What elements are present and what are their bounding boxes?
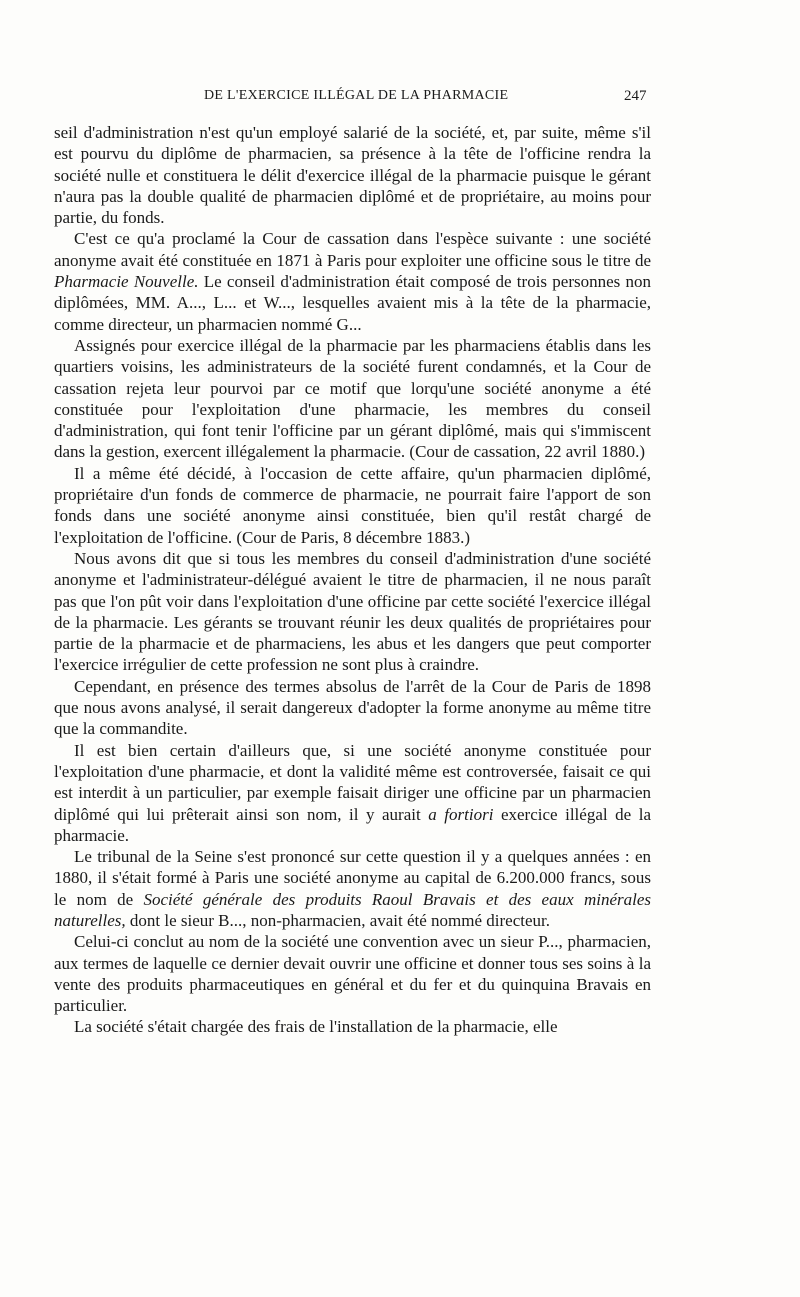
paragraph: La société s'était chargée des frais de l'installation de la pharmacie, elle [74, 1017, 558, 1037]
italic-title: Pharmacie Nouvelle. [54, 272, 199, 292]
paragraph: Le tribunal de la Seine s'est prononcé sur cette question il y a quelques années : en 1880, il s'était formé à Paris une société anonyme au capital de 6.200.000 francs, sous le nom de Société générale des produits Raoul Bravais et des eaux minérales naturelles, dont le sieur B..., non-pharmacien, avait été nommé directeur. [54, 847, 651, 930]
paragraph: C'est ce qu'a proclamé la Cour de cassation dans l'espèce suivante : une société anonyme avait été constituée en 1871 à Paris pour exploiter une officine sous le titre de Pharmacie Nouvelle. Le conseil d'administration était composé de trois personnes non diplômées, MM. A..., L... et W..., lesquelles avaient mis à la tête de la pharmacie, comme directeur, un pharmacien nommé G... [54, 229, 652, 334]
paragraph: Il est bien certain d'ailleurs que, si une société anonyme constituée pour l'exploitation d'une pharmacie, et dont la validité même est controversée, faisait ce qui est interdit à un particulier, par exemple faisait diriger une officine par un pharmacien diplômé qui lui prêterait ainsi son nom, il y aurait a fortiori exercice illégal de la pharmacie. [54, 740, 651, 845]
running-head: DE L'EXERCICE ILLÉGAL DE LA PHARMACIE [204, 88, 509, 103]
page-number: 247 [624, 88, 647, 104]
body-text [54, 122, 651, 1038]
paragraph: Cependant, en présence des termes absolus de l'arrêt de la Cour de Paris de 1898 que nous avons analysé, il serait dangereux d'adopter la forme anonyme au même titre que la commandite. [54, 676, 651, 739]
paragraph: Assignés pour exercice illégal de la pharmacie par les pharmaciens établis dans les quartiers voisins, les administrateurs de la société furent condamnés, et la Cour de cassation rejeta leur pourvoi par ce motif que lorqu'une société anonyme a été constituée pour l'exploitation d'une pharmacie, les membres du conseil d'administration, qui font tenir l'officine par un gérant diplômé, mais qui s'immiscent dans la gestion, exercent illégalement la pharmacie. (Cour de cassation, 22 avril 1880.) [54, 335, 651, 462]
paragraph: Celui-ci conclut au nom de la société une convention avec un sieur P..., pharmacien, aux termes de laquelle ce dernier devait ouvrir une officine et donner tous ses soins à la vente des produits pharmaceutiques en général et du fer et du quinquina Bravais en particulier. [54, 932, 651, 1016]
italic-phrase: a fortiori [428, 804, 494, 824]
paragraph: Nous avons dit que si tous les membres du conseil d'administration d'une société anonyme et l'administrateur-délégué avaient le titre de pharmacien, il ne nous paraît pas que l'on pût voir dans l'exploitation d'une officine par cette société l'exercice illégal de la pharmacie. Les gérants se trouvant réunir les deux qualités de propriétaires pour partie de la pharmacie et de pharmaciens, les abus et les dangers que peut comporter l'exercice irrégulier de cette profession ne sont plus à craindre. [54, 548, 651, 675]
paragraph: seil d'administration n'est qu'un employé salarié de la société, et, par suite, même s'il est pourvu du diplôme de pharmacien, sa présence à la tête de l'officine rendra la société nulle et constituera le délit d'exercice illégal de la pharmacie puisque le gérant n'aura pas la double qualité de pharmacien diplômé et de propriétaire, au moins pour partie, du fonds. [54, 123, 651, 228]
italic-company-name: Société générale des produits Raoul Bravais et des eaux minérales naturelles, [54, 889, 651, 930]
paragraph: Il a même été décidé, à l'occasion de cette affaire, qu'un pharmacien diplômé, propriétaire d'un fonds de commerce de pharmacie, ne pourrait faire l'apport de son fonds dans une société anonyme ainsi constituée, bien qu'il restât chargé de l'exploitation de l'officine. (Cour de Paris, 8 décembre 1883.) [54, 463, 651, 547]
